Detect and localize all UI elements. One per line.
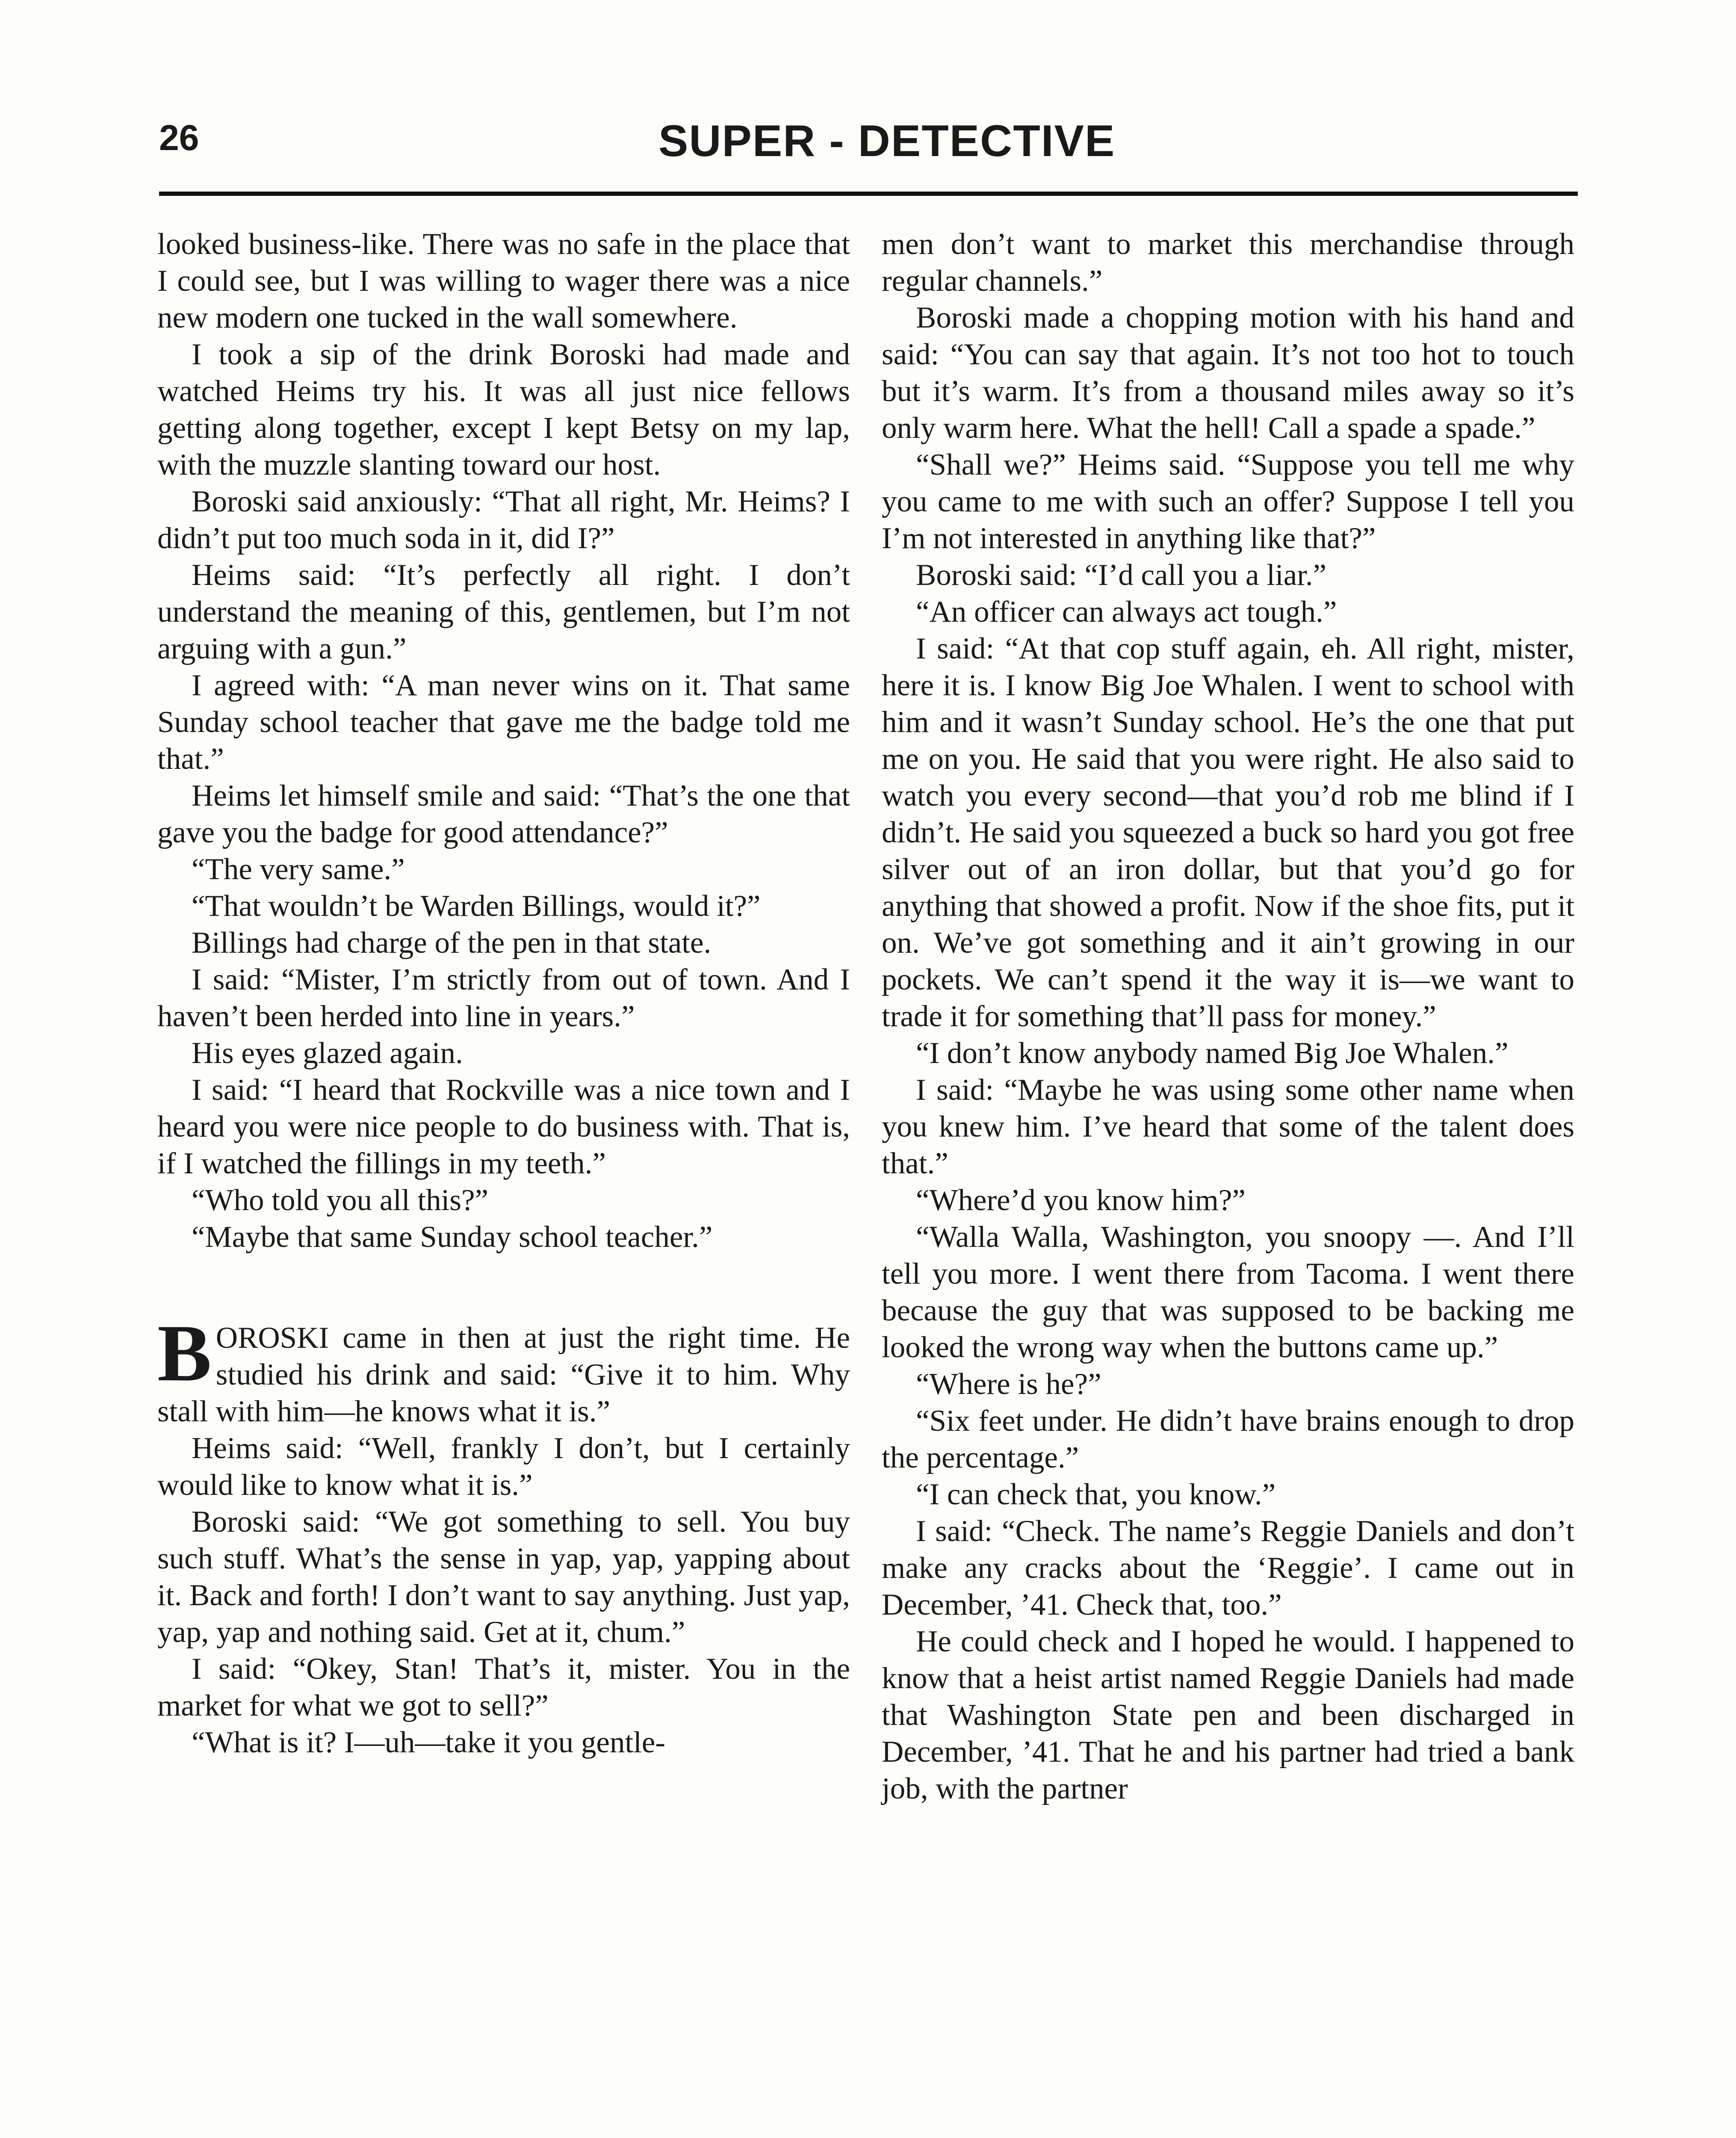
paragraph <box>882 299 1574 446</box>
header-rule <box>159 192 1578 196</box>
paragraph <box>882 226 1574 299</box>
paragraph <box>157 1503 850 1651</box>
paragraph-text: “The very same.” <box>192 853 405 886</box>
paragraph <box>157 1072 850 1182</box>
paragraph-text: Billings had charge of the pen in that state. <box>192 926 712 960</box>
paragraph <box>882 1219 1574 1366</box>
paragraph <box>882 594 1574 630</box>
paragraph-text: Boroski said anxiously: “That all right, Mr. Heims? I didn’t put too much soda in it, did I?” <box>157 485 850 555</box>
paragraph-text: I took a sip of the drink Boroski had made and watched Heims try his. It was all just nice fellows getting along together, except I kept Betsy on my lap, with the muzzle slanting toward our host. <box>157 338 850 481</box>
paragraph-text: Boroski made a chopping motion with his hand and said: “You can say that again. It’s not too hot to touch but it’s warm. It’s from a thousand miles away so it’s only warm here. What the hell! Call a spade a spade.” <box>882 301 1574 445</box>
paragraph-text: “That wouldn’t be Warden Billings, would it?” <box>192 889 761 923</box>
paragraph-text: I said: “Mister, I’m strictly from out of town. And I haven’t been herded into line in years.” <box>157 963 850 1033</box>
paragraph-text: “I don’t know anybody named Big Joe Whalen.” <box>916 1037 1509 1070</box>
paragraph-text: “Walla Walla, Washington, you snoopy —. And I’ll tell you more. I went there from Tacoma. I went there because the guy that was supposed to be backing me looked the wrong way when the buttons came up.” <box>882 1220 1574 1364</box>
paragraph-text: “Maybe that same Sunday school teacher.” <box>192 1220 713 1254</box>
paragraph <box>157 888 850 924</box>
paragraph <box>882 1513 1574 1623</box>
paragraph <box>157 1308 850 1430</box>
paragraph <box>157 667 850 777</box>
paragraph-text: “What is it? I—uh—take it you gentle- <box>192 1726 666 1759</box>
paragraph <box>157 1035 850 1072</box>
paragraph-text: His eyes glazed again. <box>192 1037 463 1070</box>
paragraph-text: I said: “Okey, Stan! That’s it, mister. You in the market for what we got to sell?” <box>157 1652 850 1722</box>
paragraph <box>882 1403 1574 1476</box>
paragraph <box>882 1476 1574 1513</box>
running-head-title: SUPER - DETECTIVE <box>658 116 1116 166</box>
paragraph-text: looked business-like. There was no safe in the place that I could see, but I was willing to wager there was a nice new modern one tucked in the wall somewhere. <box>157 227 850 334</box>
drop-cap: B <box>157 1308 212 1398</box>
paragraph-text: He could check and I hoped he would. I happened to know that a heist artist named Reggie Daniels had made that Washington State pen and been discharged in December, ’41. That he and his partner had tried a bank job, with the partner <box>882 1625 1574 1805</box>
paragraph-text: I said: “I heard that Rockville was a nice town and I heard you were nice people to do business with. That is, if I watched the fillings in my teeth.” <box>157 1073 850 1180</box>
paragraph <box>882 630 1574 1035</box>
paragraph-text: Heims said: “It’s perfectly all right. I don’t understand the meaning of this, gentlemen, but I’m not arguing with a gun.” <box>157 558 850 665</box>
paragraph <box>157 1651 850 1724</box>
paragraph <box>157 483 850 557</box>
paragraph <box>157 226 850 336</box>
paragraph-text: I said: “Maybe he was using some other name when you knew him. I’ve heard that some of the talent does that.” <box>882 1073 1574 1180</box>
paragraph <box>157 961 850 1035</box>
page-number: 26 <box>159 118 199 158</box>
paragraph <box>882 1182 1574 1219</box>
paragraph <box>882 1072 1574 1182</box>
paragraph-text: “Shall we?” Heims said. “Suppose you tell me why you came to me with such an offer? Suppose I tell you I’m not interested in anything like that?” <box>882 448 1574 555</box>
left-column <box>157 226 850 1761</box>
right-column <box>882 226 1574 1807</box>
paragraph-text: “Six feet under. He didn’t have brains enough to drop the percentage.” <box>882 1404 1574 1474</box>
paragraph-text: Heims let himself smile and said: “That’s the one that gave you the badge for good attendance?” <box>157 779 850 849</box>
paragraph <box>157 777 850 851</box>
paragraph-text: “I can check that, you know.” <box>916 1478 1276 1511</box>
paragraph-text: “Where’d you know him?” <box>916 1184 1246 1217</box>
paragraph <box>882 557 1574 594</box>
paragraph-text: OROSKI came in then at just the right time. He studied his drink and said: “Give it to him. Why stall with him—he knows what it is.” <box>157 1321 850 1428</box>
paragraph-text: “Who told you all this?” <box>192 1184 489 1217</box>
paragraph-text: men don’t want to market this merchandise through regular channels.” <box>882 227 1574 298</box>
paragraph <box>882 1366 1574 1403</box>
paragraph-text: I said: “At that cop stuff again, eh. All right, mister, here it is. I know Big Joe Whalen. I went to school with him and it wasn’t Sunday school. He’s the one that put me on you. He said that you were right. He also said to watch you every second—that you’d rob me blind if I didn’t. He said you squeezed a buck so hard you got free silver out of an iron dollar, but that you’d go for anything that showed a profit. Now if the shoe fits, put it on. We’ve got something and it ain’t growing in our pockets. We can’t spend it the way it is—we want to trade it for something that’ll pass for money.” <box>882 632 1574 1033</box>
paragraph <box>157 557 850 667</box>
paragraph-text: I said: “Check. The name’s Reggie Daniels and don’t make any cracks about the ‘Reggie’. I came out in December, ’41. Check that, too.” <box>882 1515 1574 1621</box>
paragraph-text: Heims said: “Well, frankly I don’t, but I certainly would like to know what it is.” <box>157 1432 850 1502</box>
paragraph-text: Boroski said: “We got something to sell. You buy such stuff. What’s the sense in yap, yap, yapping about it. Back and forth! I don’t want to say anything. Just yap, yap, yap and nothing said. Get at it, chum.” <box>157 1505 850 1649</box>
paragraph <box>157 1724 850 1761</box>
paragraph <box>157 924 850 961</box>
paragraph <box>157 1430 850 1503</box>
paragraph-text: “Where is he?” <box>916 1367 1101 1401</box>
paragraph <box>882 1623 1574 1807</box>
paragraph <box>157 1182 850 1219</box>
paragraph <box>882 446 1574 557</box>
paragraph <box>882 1035 1574 1072</box>
paragraph-text: “An officer can always act tough.” <box>916 595 1337 629</box>
paragraph-text: I agreed with: “A man never wins on it. That same Sunday school teacher that gave me the badge told me that.” <box>157 669 850 776</box>
paragraph <box>157 1219 850 1255</box>
paragraph-text: Boroski said: “I’d call you a liar.” <box>916 558 1327 592</box>
paragraph <box>157 336 850 483</box>
paragraph <box>157 851 850 888</box>
